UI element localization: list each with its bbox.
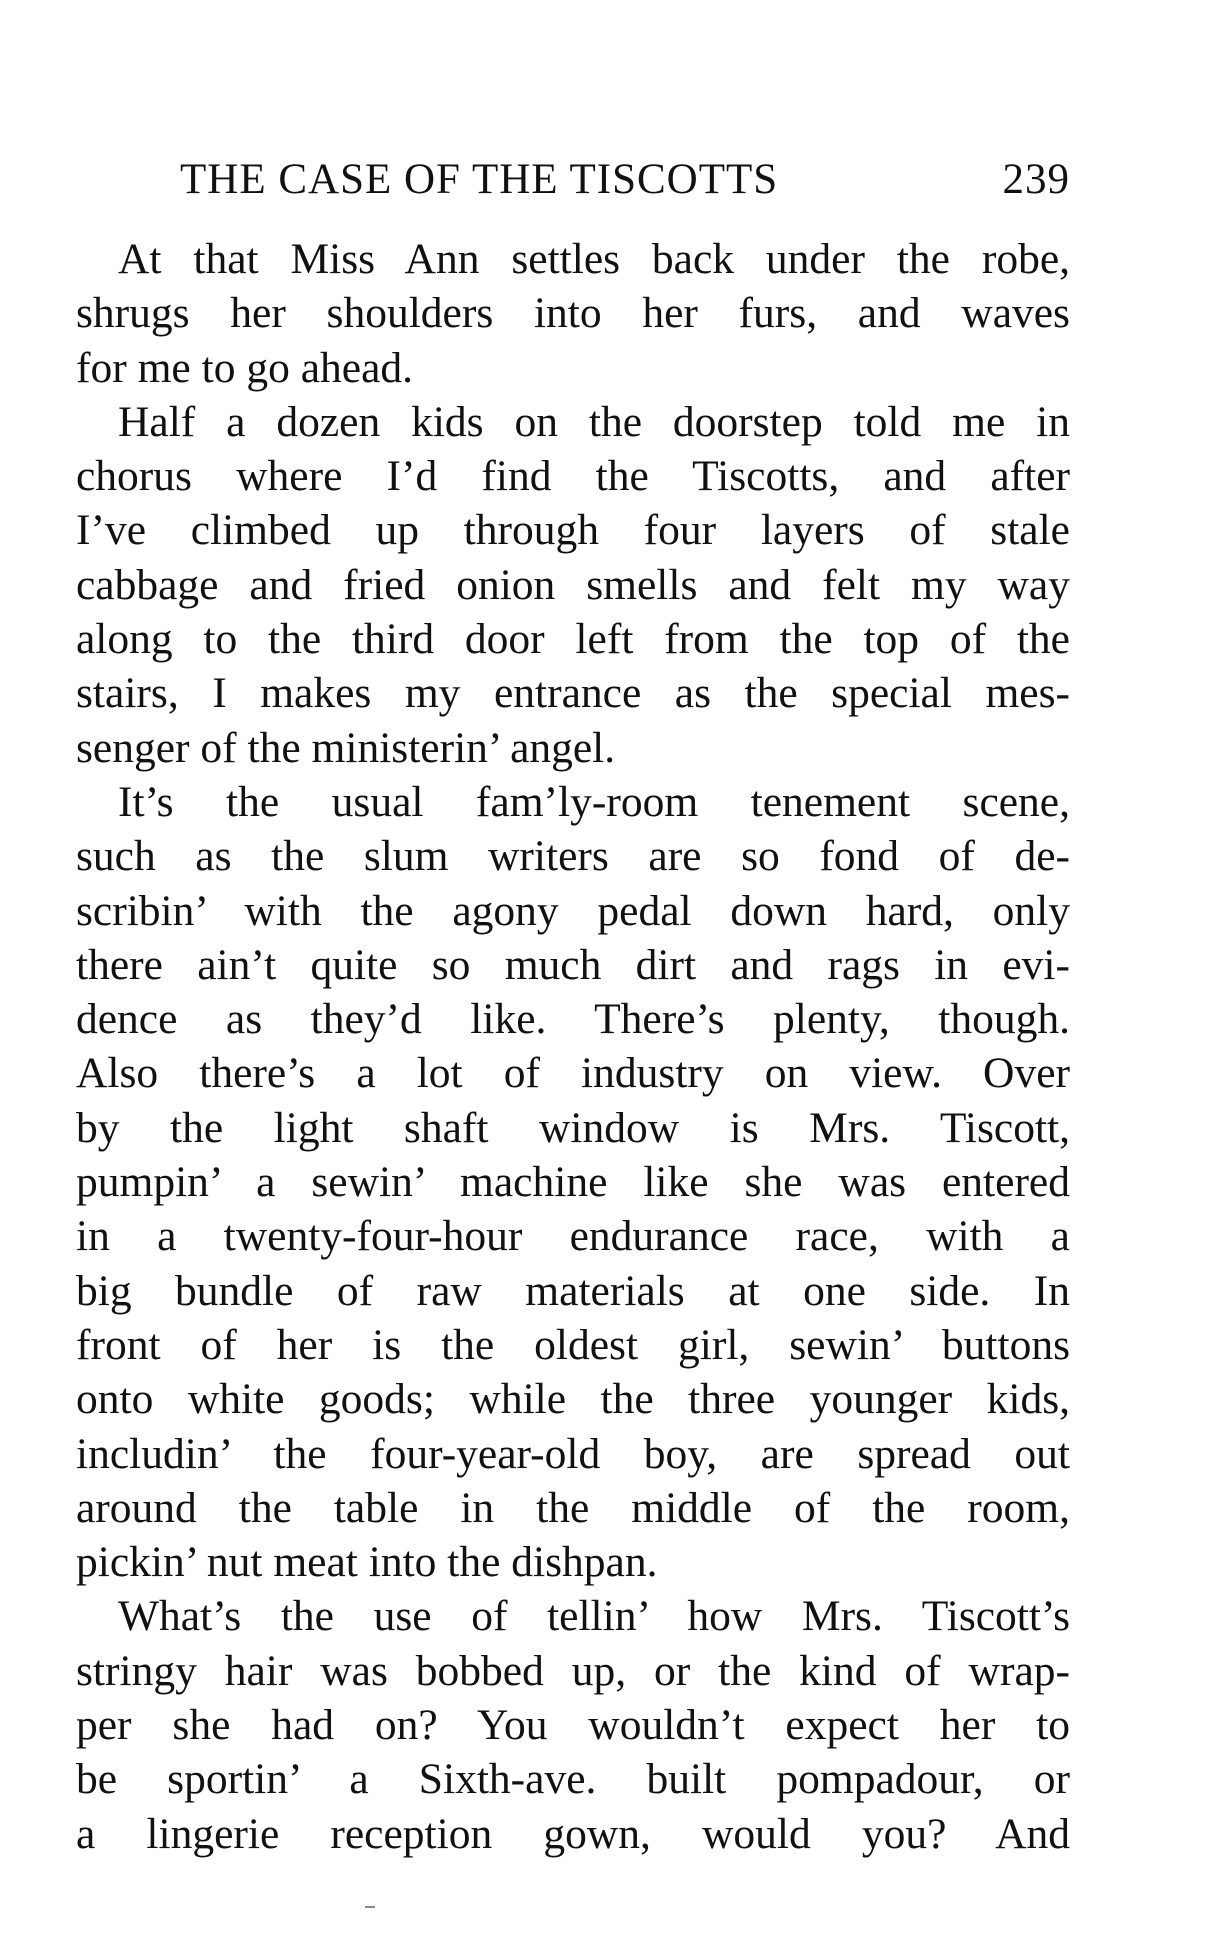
text-line: dence as they’d like. There’s plenty, though.	[76, 995, 1070, 1044]
text-line: by the light shaft window is Mrs. Tiscott,	[76, 1103, 1070, 1152]
print-speck	[365, 1906, 375, 1908]
text-line: per she had on? You wouldn’t expect her to	[76, 1701, 1070, 1750]
running-header	[180, 150, 1070, 210]
text-line: Half a dozen kids on the doorstep told me in	[118, 397, 1070, 446]
text-line: in a twenty-four-hour endurance race, with a	[76, 1212, 1070, 1261]
text-line: front of her is the oldest girl, sewin’ buttons	[76, 1320, 1070, 1369]
text-line: pumpin’ a sewin’ machine like she was entered	[76, 1158, 1070, 1207]
paragraph	[76, 775, 1070, 1589]
text-line: there ain’t quite so much dirt and rags in evi-	[76, 940, 1070, 989]
text-line: What’s the use of tellin’ how Mrs. Tiscott’s	[118, 1592, 1070, 1641]
text-line: around the table in the middle of the room,	[76, 1483, 1070, 1532]
paragraph	[76, 232, 1070, 395]
text-line: scribin’ with the agony pedal down hard, only	[76, 886, 1070, 935]
text-line: It’s the usual fam’ly-room tenement scene,	[118, 777, 1070, 826]
text-line: Also there’s a lot of industry on view. Over	[76, 1049, 1070, 1098]
paragraph	[76, 395, 1070, 775]
text-line: onto white goods; while the three younger kids,	[76, 1375, 1070, 1424]
text-line: be sportin’ a Sixth-ave. built pompadour, or	[76, 1755, 1070, 1804]
text-line: stairs, I makes my entrance as the special mes-	[76, 669, 1070, 718]
text-line: chorus where I’d find the Tiscotts, and after	[76, 452, 1070, 501]
text-line: senger of the ministerin’ angel.	[76, 723, 616, 772]
chapter-title: THE CASE OF THE TISCOTTS	[180, 156, 779, 203]
text-line: I’ve climbed up through four layers of stale	[76, 506, 1070, 555]
body-text	[76, 232, 1070, 1861]
text-line: big bundle of raw materials at one side. In	[76, 1266, 1070, 1315]
text-line: stringy hair was bobbed up, or the kind of wrap-	[76, 1646, 1070, 1695]
text-line: a lingerie reception gown, would you? And	[76, 1809, 1070, 1858]
text-line: cabbage and fried onion smells and felt my way	[76, 560, 1070, 609]
text-line: At that Miss Ann settles back under the robe,	[118, 235, 1070, 283]
paragraph	[76, 1589, 1070, 1860]
text-line: includin’ the four-year-old boy, are spread out	[76, 1429, 1070, 1478]
text-line: shrugs her shoulders into her furs, and waves	[76, 289, 1070, 338]
text-line: such as the slum writers are so fond of de-	[76, 832, 1070, 881]
text-line: pickin’ nut meat into the dishpan.	[76, 1538, 658, 1587]
page-number: 239	[1002, 156, 1070, 203]
text-line: for me to go ahead.	[76, 343, 413, 392]
text-line: along to the third door left from the top of the	[76, 615, 1070, 664]
